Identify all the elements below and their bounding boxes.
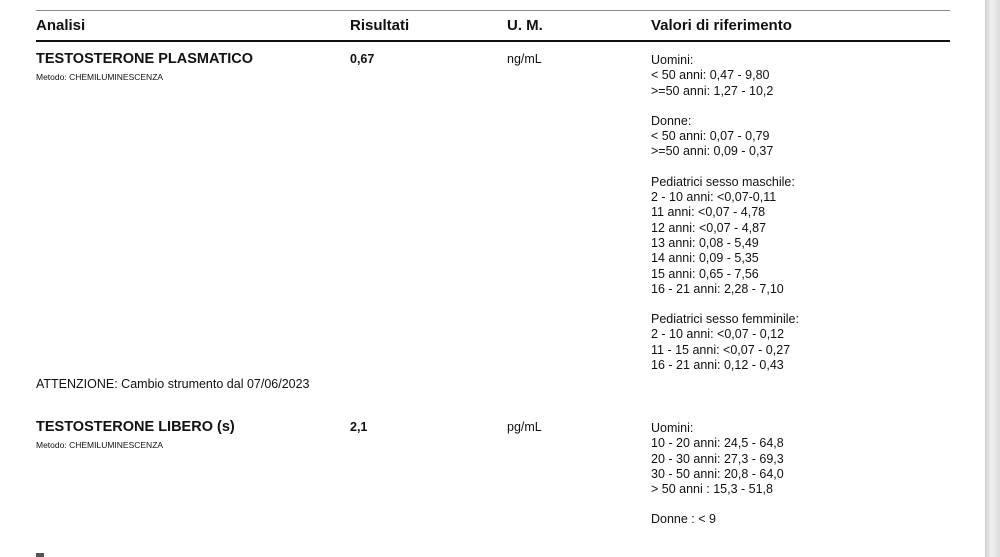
top-divider: [36, 10, 950, 11]
range-line: 13 anni: 0,08 - 5,49: [651, 235, 759, 250]
test-name: TESTOSTERONE PLASMATICO: [36, 51, 253, 67]
page-mark: [36, 553, 44, 557]
test-method: Metodo: CHEMILUMINESCENZA: [36, 72, 164, 82]
header-rule: [36, 40, 950, 42]
header-risultati: Risultati: [350, 17, 410, 34]
header-valori: Valori di riferimento: [651, 17, 792, 34]
test-result: 0,67: [350, 52, 375, 66]
range-line: 20 - 30 anni: 27,3 - 69,3: [651, 451, 784, 466]
test-method: Metodo: CHEMILUMINESCENZA: [36, 440, 164, 450]
range-line: 16 - 21 anni: 0,12 - 0,43: [651, 358, 784, 373]
test-name: TESTOSTERONE LIBERO (s): [36, 419, 235, 435]
range-line: 11 - 15 anni: <0,07 - 0,27: [651, 342, 791, 357]
range-line: 30 - 50 anni: 20,8 - 64,0: [651, 466, 784, 481]
range-group-pediatrici-femminile: [651, 312, 799, 373]
header-um: U. M.: [507, 17, 543, 34]
range-line: 11 anni: <0,07 - 4,78: [651, 205, 766, 220]
instrument-change-notice: ATTENZIONE: Cambio strumento dal 07/06/2023: [36, 377, 310, 391]
range-line: Uomini:: [651, 53, 694, 67]
range-line: Pediatrici sesso maschile:: [651, 174, 795, 189]
range-group-uomini: [651, 53, 799, 99]
range-group-donne: [651, 512, 784, 527]
reference-ranges: [651, 53, 799, 388]
range-line: 15 anni: 0,65 - 7,56: [651, 266, 759, 281]
range-line: > 50 anni : 15,3 - 51,8: [651, 482, 773, 497]
range-line: Donne : < 9: [651, 512, 716, 527]
range-line: >=50 anni: 1,27 - 10,2: [651, 83, 774, 98]
range-group-pediatrici-maschile: [651, 175, 799, 297]
range-group-uomini: [651, 421, 784, 497]
range-line: 12 anni: <0,07 - 4,87: [651, 220, 767, 235]
range-line: Donne:: [651, 113, 692, 128]
page-edge: [985, 0, 1000, 557]
range-line: 2 - 10 anni: <0,07 - 0,12: [651, 327, 785, 342]
range-line: Uomini:: [651, 421, 694, 435]
test-result: 2,1: [350, 420, 368, 434]
header-analisi: Analisi: [36, 17, 86, 34]
range-line: 10 - 20 anni: 24,5 - 64,8: [651, 436, 784, 451]
range-line: Pediatrici sesso femminile:: [651, 312, 799, 327]
range-line: >=50 anni: 0,09 - 0,37: [651, 144, 774, 159]
range-line: < 50 anni: 0,47 - 9,80: [651, 68, 770, 83]
range-line: 2 - 10 anni: <0,07-0,11: [651, 190, 777, 205]
reference-ranges: [651, 421, 784, 543]
range-group-donne: [651, 114, 799, 160]
range-line: < 50 anni: 0,07 - 0,79: [651, 129, 770, 144]
table-header: [0, 14, 985, 40]
range-line: 16 - 21 anni: 2,28 - 7,10: [651, 281, 784, 296]
test-unit: ng/mL: [507, 52, 542, 66]
range-line: 14 anni: 0,09 - 5,35: [651, 251, 759, 266]
test-unit: pg/mL: [507, 420, 542, 434]
